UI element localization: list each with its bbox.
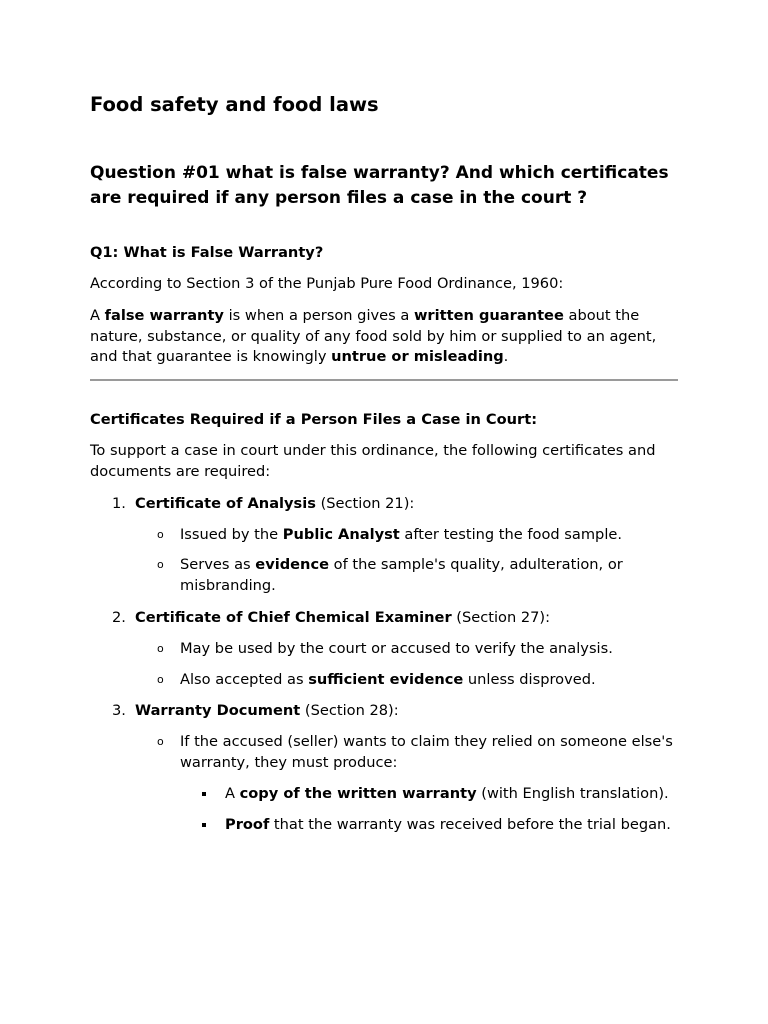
definition-bold-term: false warranty xyxy=(104,306,224,324)
requirement-bold-term: copy of the written warranty xyxy=(239,784,477,802)
point-text: of the sample's quality, adulteration, or misbranding. xyxy=(180,556,623,595)
point-bold-term: sufficient evidence xyxy=(308,670,464,688)
circle-bullet-icon: o xyxy=(157,641,164,655)
requirements-list xyxy=(180,784,678,836)
requirement-text: that the warranty was received before the trial began. xyxy=(269,815,671,833)
list-item xyxy=(90,494,678,597)
requirement-text: A xyxy=(225,784,240,802)
definition-bold-term: written guarantee xyxy=(413,306,564,324)
definition-text: A xyxy=(90,306,105,324)
list-item xyxy=(180,815,678,836)
section-divider xyxy=(90,379,678,381)
point-text: after testing the food sample. xyxy=(399,525,622,543)
item-number: 2. xyxy=(112,608,126,626)
circle-bullet-icon: o xyxy=(157,672,164,686)
requirement-text: (with English translation). xyxy=(476,784,669,802)
item-number: 1. xyxy=(112,494,126,512)
q1-heading: Q1: What is False Warranty? xyxy=(90,244,324,261)
point-text: Serves as xyxy=(180,556,256,574)
requirement-bold-term: Proof xyxy=(225,815,270,833)
circle-bullet-icon: o xyxy=(157,735,164,749)
list-item xyxy=(180,784,678,805)
list-item xyxy=(135,525,678,546)
point-bold-term: Public Analyst xyxy=(282,525,400,543)
certificate-section: (Section 28): xyxy=(300,702,399,720)
sub-list xyxy=(135,639,678,691)
sub-list xyxy=(135,732,678,835)
list-item xyxy=(135,732,678,835)
certificate-name: Certificate of Chief Chemical Examiner xyxy=(135,608,452,626)
list-item xyxy=(90,608,678,690)
circle-bullet-icon: o xyxy=(157,527,164,541)
question-heading: Question #01 what is false warranty? And which certificates are required if any person files a case in the court ? xyxy=(90,163,669,208)
list-item xyxy=(135,555,678,597)
certificates-intro: To support a case in court under this ordinance, the following certificates and documents are required: xyxy=(90,442,656,480)
list-item xyxy=(135,670,678,691)
point-text: Issued by the xyxy=(180,525,283,543)
certificate-name: Certificate of Analysis xyxy=(135,494,316,512)
definition-text: is when a person gives a xyxy=(223,306,414,324)
point-text: unless disproved. xyxy=(463,670,596,688)
certificate-section: (Section 27): xyxy=(451,608,551,626)
square-bullet-icon xyxy=(202,792,206,796)
definition-text: about the nature, substance, or quality of any food sold by him or supplied to an agent, and that guarantee is knowingly xyxy=(90,306,657,366)
point-text: Also accepted as xyxy=(180,670,309,688)
certificate-section: (Section 21): xyxy=(315,494,415,512)
certificates-list xyxy=(90,494,678,836)
sub-list xyxy=(135,525,678,597)
square-bullet-icon xyxy=(202,823,206,827)
document-title: Food safety and food laws xyxy=(90,93,379,116)
definition-bold-term: untrue or misleading xyxy=(331,348,504,366)
point-text: If the accused (seller) wants to claim they relied on someone else's warranty, they must produce: xyxy=(180,733,673,771)
list-item xyxy=(90,701,678,835)
q1-intro: According to Section 3 of the Punjab Pure Food Ordinance, 1960: xyxy=(90,275,564,292)
point-text: May be used by the court or accused to verify the analysis. xyxy=(180,639,613,657)
definition-text: . xyxy=(503,348,509,366)
list-item xyxy=(135,639,678,660)
certificate-name: Warranty Document xyxy=(135,702,301,720)
false-warranty-definition xyxy=(90,306,678,368)
certificates-heading: Certificates Required if a Person Files a Case in Court: xyxy=(90,411,538,429)
item-number: 3. xyxy=(112,702,126,720)
circle-bullet-icon: o xyxy=(157,558,164,572)
point-bold-term: evidence xyxy=(255,556,329,574)
